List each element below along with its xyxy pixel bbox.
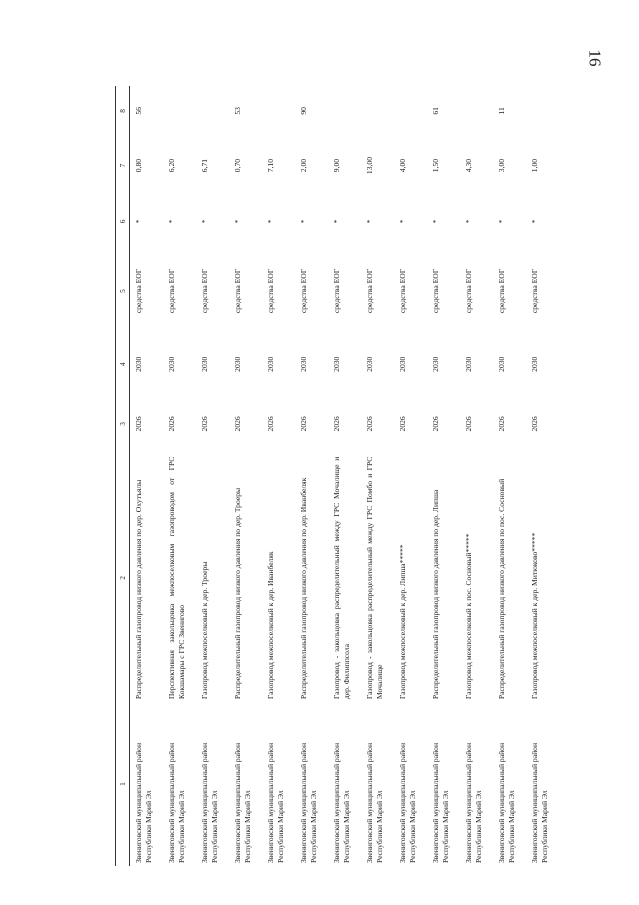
funding-source-cell: средства ЕОГ	[365, 268, 375, 314]
end-year-cell: 2030	[398, 356, 408, 372]
end-year-cell: 2030	[167, 356, 177, 372]
object-cell: Распределительный газопровод низкого давления по дер. Троеры	[233, 487, 243, 700]
col-header-8: 8	[116, 86, 130, 136]
start-year-cell: 2026	[200, 416, 210, 432]
count-cell: 61	[431, 107, 441, 115]
object-cell: Газопровод межпоселковый к дер. Иванбеляк	[266, 551, 276, 700]
table-row	[196, 86, 229, 866]
district-cell: Звениговский муниципальный район Республики Марий Эл	[233, 742, 252, 863]
funding-source-cell: средства ЕОГ	[266, 268, 276, 314]
count-cell	[394, 86, 427, 136]
table-row	[229, 86, 262, 866]
length-cell: 6,71	[200, 158, 210, 173]
funding-source-cell: средства ЕОГ	[464, 268, 474, 314]
district-cell: Звениговский муниципальный район Республики Марий Эл	[332, 742, 351, 863]
funding-source-cell: средства ЕОГ	[398, 268, 408, 314]
count-cell: 56	[134, 107, 144, 115]
table-row	[427, 86, 460, 866]
start-year-cell: 2026	[332, 416, 342, 432]
table-row	[163, 86, 196, 866]
length-cell: 0,70	[233, 158, 243, 173]
col-header-6: 6	[116, 195, 130, 247]
district-cell: Звениговский муниципальный район Республики Марий Эл	[200, 742, 219, 863]
start-year-cell: 2026	[365, 416, 375, 432]
funding-source-cell: средства ЕОГ	[233, 268, 243, 314]
count-cell: 90	[299, 107, 309, 115]
mark-cell: *	[464, 219, 474, 224]
col-header-7: 7	[116, 136, 130, 196]
count-cell	[526, 86, 559, 136]
object-cell: Распределительный газопровод низкого давления по дер. Липша	[431, 489, 441, 700]
start-year-cell: 2026	[431, 416, 441, 432]
district-cell: Звениговский муниципальный район Республики Марий Эл	[167, 742, 186, 863]
table-row	[262, 86, 295, 866]
count-cell	[460, 86, 493, 136]
funding-source-cell: средства ЕОГ	[134, 268, 144, 314]
header-row	[116, 86, 130, 866]
mark-cell: *	[266, 219, 276, 224]
start-year-cell: 2026	[497, 416, 507, 432]
mark-cell: *	[398, 219, 408, 224]
end-year-cell: 2030	[233, 356, 243, 372]
mark-cell: *	[530, 219, 540, 224]
district-cell: Звениговский муниципальный район Республики Марий Эл	[497, 742, 516, 863]
start-year-cell: 2026	[233, 416, 243, 432]
length-cell: 4,00	[398, 158, 408, 173]
count-cell	[196, 86, 229, 136]
col-header-2: 2	[116, 454, 130, 702]
mark-cell: *	[233, 219, 243, 224]
funding-source-cell: средства ЕОГ	[332, 268, 342, 314]
district-cell: Звениговский муниципальный район Республики Марий Эл	[464, 742, 483, 863]
table-row	[394, 86, 427, 866]
col-header-5: 5	[116, 248, 130, 335]
object-cell: Газопровод - закольцовка распределительный между ГРС Мочалище и дер. Филиппсола	[332, 456, 351, 700]
end-year-cell: 2030	[134, 356, 144, 372]
mark-cell: *	[365, 219, 375, 224]
mark-cell: *	[134, 219, 144, 224]
count-cell	[328, 86, 361, 136]
district-cell: Звениговский муниципальный район Республики Марий Эл	[530, 742, 549, 863]
object-cell: Перспективная закольцовка межпоселковым газопроводом от ГРС Кокшамары с ГРС Звенигово	[167, 456, 186, 700]
district-cell: Звениговский муниципальный район Республики Марий Эл	[431, 742, 450, 863]
length-cell: 3,00	[497, 158, 507, 173]
table-row	[328, 86, 361, 866]
end-year-cell: 2030	[464, 356, 474, 372]
object-cell: Распределительный газопровод низкого давления по дер. Охутъялы	[134, 479, 144, 700]
district-cell: Звениговский муниципальный район Республики Марий Эл	[398, 742, 417, 863]
count-cell	[262, 86, 295, 136]
object-cell: Газопровод - закольцовка распределительный между ГРС Помбо и ГРС Мочалище	[365, 456, 384, 700]
district-cell: Звениговский муниципальный район Республики Марий Эл	[134, 742, 153, 863]
length-cell: 13,00	[365, 157, 375, 175]
table-row	[493, 86, 526, 866]
funding-source-cell: средства ЕОГ	[167, 268, 177, 314]
object-cell: Распределительный газопровод низкого давления по дер. Иванбеляк	[299, 477, 309, 700]
count-cell	[361, 86, 394, 136]
end-year-cell: 2030	[497, 356, 507, 372]
col-header-4: 4	[116, 334, 130, 394]
object-cell: Газопровод межпоселковый к дер. Липша*****	[398, 544, 408, 700]
end-year-cell: 2030	[299, 356, 309, 372]
funding-source-cell: средства ЕОГ	[431, 268, 441, 314]
table-row	[526, 86, 559, 866]
mark-cell: *	[431, 219, 441, 224]
start-year-cell: 2026	[167, 416, 177, 432]
end-year-cell: 2030	[332, 356, 342, 372]
district-cell: Звениговский муниципальный район Республики Марий Эл	[266, 742, 285, 863]
start-year-cell: 2026	[530, 416, 540, 432]
col-header-1: 1	[116, 702, 130, 866]
length-cell: 4,30	[464, 158, 474, 173]
district-cell: Звениговский муниципальный район Республики Марий Эл	[299, 742, 318, 863]
mark-cell: *	[167, 219, 177, 224]
table-body	[130, 86, 560, 866]
length-cell: 9,00	[332, 158, 342, 173]
funding-source-cell: средства ЕОГ	[299, 268, 309, 314]
object-cell: Распределительный газопровод низкого давления по пос. Сосновый	[497, 478, 507, 700]
mark-cell: *	[299, 219, 309, 224]
table-row	[460, 86, 493, 866]
count-cell: 53	[233, 107, 243, 115]
funding-source-cell: средства ЕОГ	[497, 268, 507, 314]
object-cell: Газопровод межпоселковый к дер. Троеры	[200, 561, 210, 700]
start-year-cell: 2026	[464, 416, 474, 432]
length-cell: 1,00	[530, 158, 540, 173]
funding-source-cell: средства ЕОГ	[530, 268, 540, 314]
end-year-cell: 2030	[530, 356, 540, 372]
page-number: 16	[585, 49, 605, 67]
mark-cell: *	[332, 219, 342, 224]
start-year-cell: 2026	[134, 416, 144, 432]
table-row	[295, 86, 328, 866]
col-header-3: 3	[116, 394, 130, 454]
count-cell	[163, 86, 196, 136]
object-cell: Газопровод межпоселковый к дер. Митюково*****	[530, 532, 540, 700]
end-year-cell: 2030	[200, 356, 210, 372]
end-year-cell: 2030	[365, 356, 375, 372]
start-year-cell: 2026	[398, 416, 408, 432]
district-cell: Звениговский муниципальный район Республики Марий Эл	[365, 742, 384, 863]
object-cell: Газопровод межпоселковый к пос. Сосновый*****	[464, 533, 474, 700]
gas-pipeline-table	[115, 86, 559, 866]
table-row	[361, 86, 394, 866]
length-cell: 2,00	[299, 158, 309, 173]
mark-cell: *	[200, 219, 210, 224]
funding-source-cell: средства ЕОГ	[200, 268, 210, 314]
end-year-cell: 2030	[266, 356, 276, 372]
length-cell: 1,50	[431, 158, 441, 173]
table-row	[130, 86, 164, 866]
count-cell: 11	[497, 107, 507, 115]
start-year-cell: 2026	[266, 416, 276, 432]
mark-cell: *	[497, 219, 507, 224]
rotated-table-container	[115, 86, 615, 866]
start-year-cell: 2026	[299, 416, 309, 432]
length-cell: 7,10	[266, 158, 276, 173]
end-year-cell: 2030	[431, 356, 441, 372]
length-cell: 6,20	[167, 158, 177, 173]
length-cell: 0,80	[134, 158, 144, 173]
